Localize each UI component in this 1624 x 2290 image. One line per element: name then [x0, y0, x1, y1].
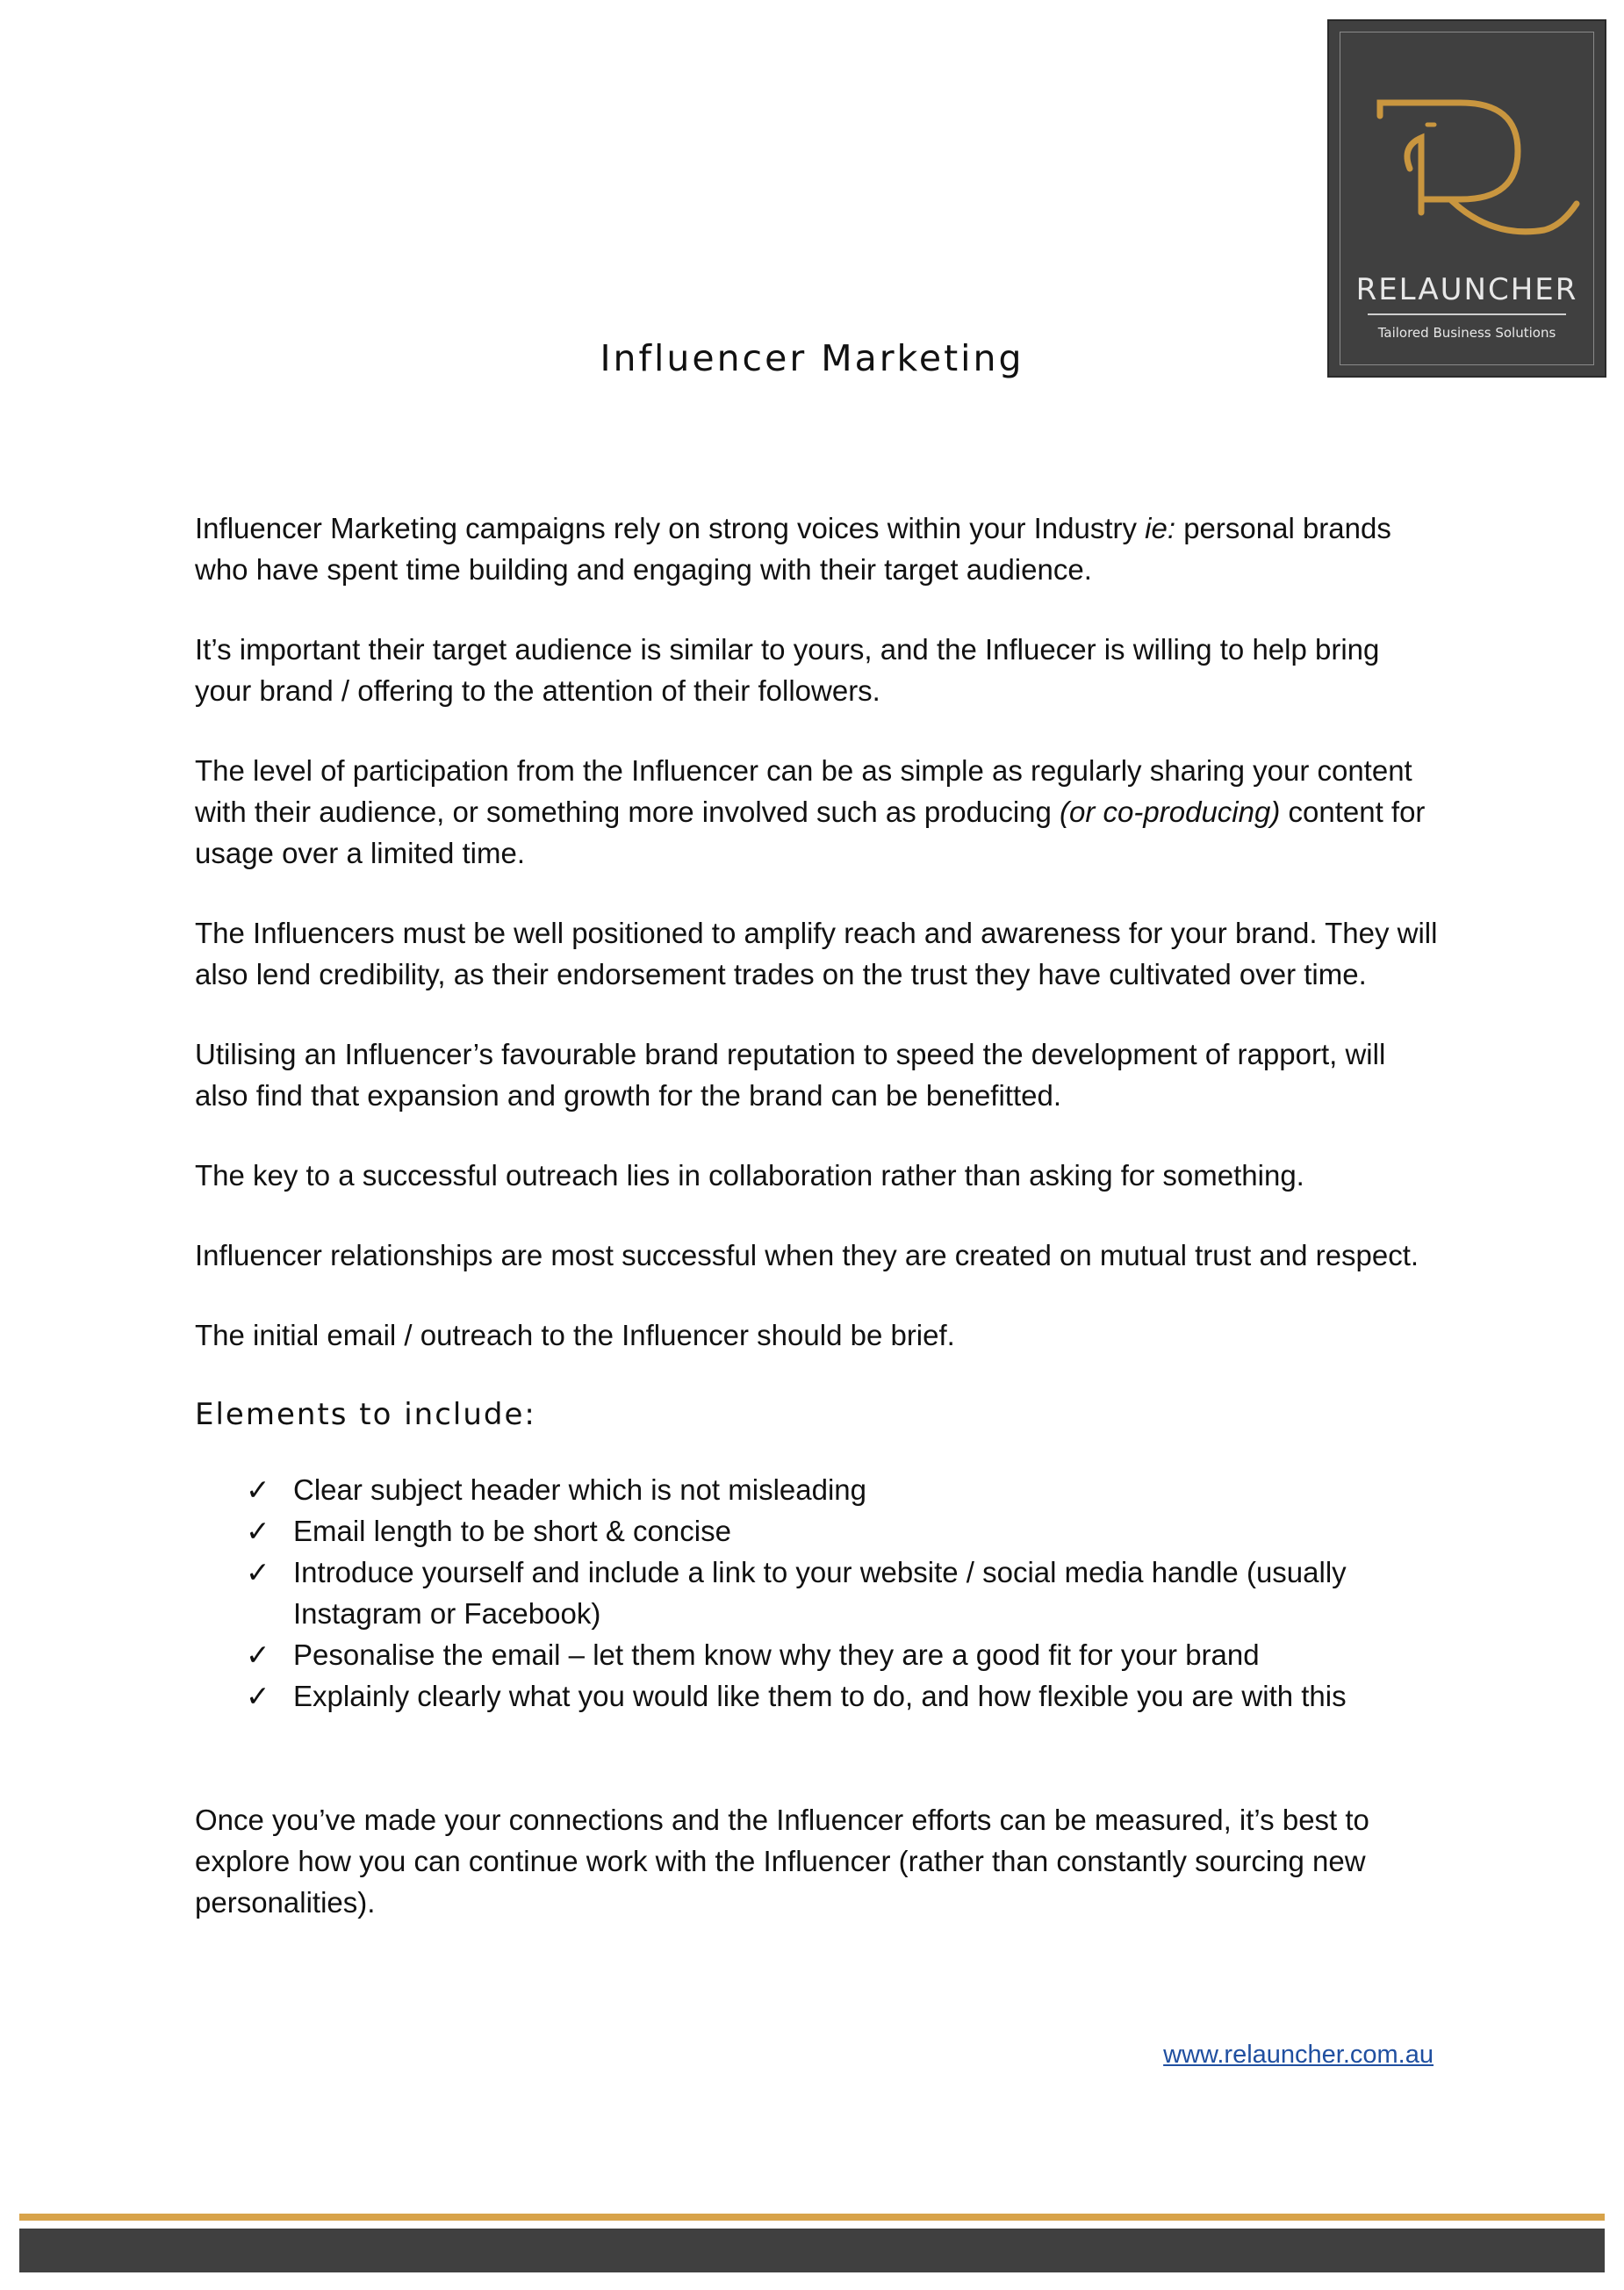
paragraph-7: Influencer relationships are most successful when they are created on mutual trust and respect.: [195, 1239, 1419, 1271]
checklist-item: ✓ Explainly clearly what you would like them to do, and how flexible you are with this: [246, 1675, 1441, 1717]
page-title: Influencer Marketing: [600, 337, 1024, 379]
elements-heading: Elements to include:: [195, 1397, 536, 1432]
logo-name: RELAUNCHER: [1355, 272, 1578, 307]
document-body: [195, 508, 1441, 1962]
check-icon: ✓: [246, 1473, 270, 1506]
checklist-item: ✓ Introduce yourself and include a link to your website / social media handle (usually Instagram or Facebook): [246, 1552, 1441, 1634]
paragraph-3: The level of participation from the Influencer can be as simple as regularly sharing your content with their audience, or something more involved such as producing (or co-producing) content for usage over a limited time.: [195, 754, 1426, 869]
footer-bar: [19, 2229, 1605, 2272]
paragraph-6: The key to a successful outreach lies in collaboration rather than asking for something.: [195, 1159, 1304, 1192]
footer-gold-rule: [19, 2214, 1605, 2221]
paragraph-4: The Influencers must be well positioned to amplify reach and awareness for your brand. They will also lend credibility, as their endorsement trades on the trust they have cultivated over time.: [195, 917, 1438, 990]
logo-divider: [1368, 313, 1566, 315]
check-icon: ✓: [246, 1680, 270, 1712]
check-icon: ✓: [246, 1556, 270, 1588]
closing-paragraph: Once you’ve made your connections and the Influencer efforts can be measured, it’s best to explore how you can continue work with the Influencer (rather than constantly sourcing new personalities).: [195, 1804, 1369, 1919]
checklist-item: ✓ Pesonalise the email – let them know why they are a good fit for your brand: [246, 1634, 1441, 1675]
website-link[interactable]: www.relauncher.com.au: [1163, 2041, 1434, 2069]
paragraph-1: Influencer Marketing campaigns rely on strong voices within your Industry ie: personal brands who have spent time building and engaging with their target audience.: [195, 512, 1391, 586]
check-icon: ✓: [246, 1515, 270, 1547]
logo-tagline: Tailored Business Solutions: [1377, 325, 1556, 341]
paragraph-8: The initial email / outreach to the Influencer should be brief.: [195, 1319, 955, 1351]
paragraph-5: Utilising an Influencer’s favourable brand reputation to speed the development of rapport, will also find that expansion and growth for the brand can be benefitted.: [195, 1038, 1386, 1112]
check-icon: ✓: [246, 1638, 270, 1671]
checklist: [195, 1469, 1441, 1717]
paragraph-2: It’s important their target audience is similar to yours, and the Influecer is willing to help bring your brand / offering to the attention of their followers.: [195, 633, 1380, 707]
checklist-item: ✓ Clear subject header which is not misleading: [246, 1469, 1441, 1510]
relauncher-logo: [1327, 19, 1606, 378]
checklist-item: ✓ Email length to be short & concise: [246, 1510, 1441, 1552]
logo-monogram-icon: [1347, 54, 1591, 265]
